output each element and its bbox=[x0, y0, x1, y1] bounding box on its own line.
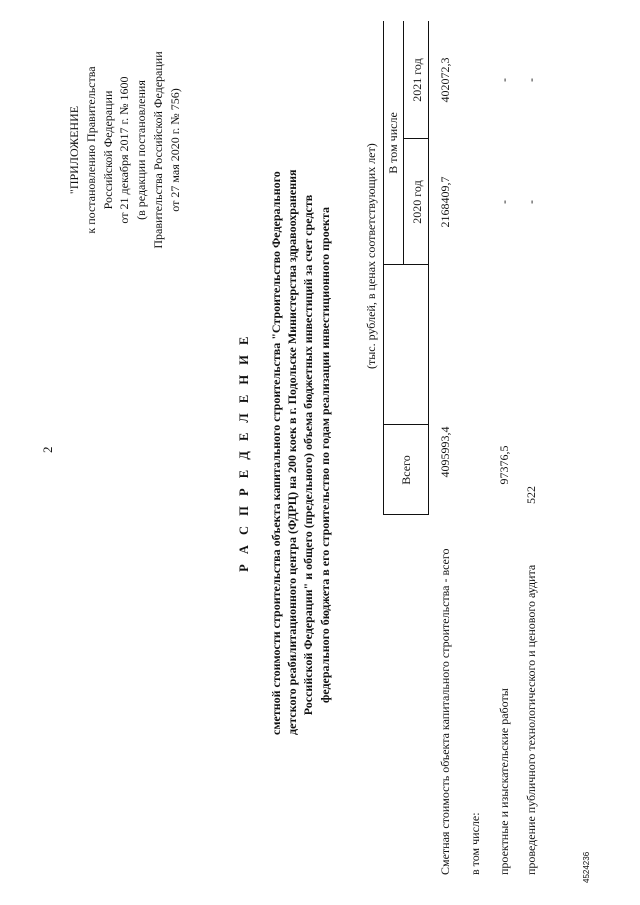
cell-2020-row3: - bbox=[524, 200, 538, 204]
header-2021: 2021 год bbox=[410, 58, 424, 102]
subtitle-line: Российской Федерации" и общего (предельного) объема бюджетных инвестиций за счет средств bbox=[301, 194, 316, 716]
appendix-line: "ПРИЛОЖЕНИЕ bbox=[67, 105, 81, 195]
appendix-line: Российской Федерации bbox=[100, 90, 115, 210]
appendix-line: к постановлению Правительства bbox=[83, 66, 98, 234]
table-top-border bbox=[383, 21, 384, 515]
subheader-rule bbox=[403, 21, 404, 265]
cell-total-row0: 4095993,4 bbox=[438, 426, 452, 478]
cell-total-row3: 522 bbox=[524, 486, 538, 504]
document-side-code: 4524236 bbox=[582, 851, 591, 883]
appendix-line: (в редакции постановления bbox=[134, 80, 149, 220]
document-subtitle bbox=[268, 169, 333, 735]
cell-2021-row2: - bbox=[497, 78, 511, 82]
appendix-line: Правительства Российской Федерации bbox=[150, 51, 165, 249]
document-heading: Р А С П Р Е Д Е Л Е Н И Е bbox=[237, 333, 251, 572]
row-label-including: в том числе: bbox=[468, 812, 482, 875]
header-bottom-border bbox=[428, 21, 429, 515]
cell-2020-row2: - bbox=[497, 200, 511, 204]
row-label-total-cost: Сметная стоимость объекта капитального строительства - всего bbox=[438, 548, 452, 875]
cell-2020-row0: 2168409,7 bbox=[438, 176, 452, 228]
page-number: 2 bbox=[40, 446, 55, 453]
appendix-line: от 21 декабря 2017 г. № 1600 bbox=[117, 76, 132, 224]
header-2020: 2020 год bbox=[410, 180, 424, 224]
subtitle-line: федерального бюджета в его строительство по годам реализации инвестиционного проекта bbox=[317, 207, 332, 703]
cell-total-row2: 97376,5 bbox=[497, 445, 511, 485]
header-in-that-number: В том числе bbox=[386, 112, 400, 174]
appendix-line: от 27 мая 2020 г. № 756) bbox=[167, 88, 182, 212]
appendix-block bbox=[66, 35, 184, 265]
subtitle-line: детского реабилитационного центра (ФДРЦ) на 200 коек в г. Подольске Министерства здравоохранения bbox=[285, 169, 300, 735]
cell-2021-row0: 402072,3 bbox=[438, 57, 452, 103]
units-note: (тыс. рублей, в ценах соответствующих лет) bbox=[364, 143, 378, 369]
row-label-audit: проведение публичного технологического и ценового аудита bbox=[524, 564, 538, 875]
cell-2021-row3: - bbox=[524, 78, 538, 82]
header-total: Всего bbox=[399, 455, 413, 485]
subtitle-line: сметной стоимости строительства объекта капитального строительства "Строительство Федерального bbox=[269, 171, 283, 735]
row-label-design-survey: проектные и изыскательские работы bbox=[497, 688, 511, 875]
